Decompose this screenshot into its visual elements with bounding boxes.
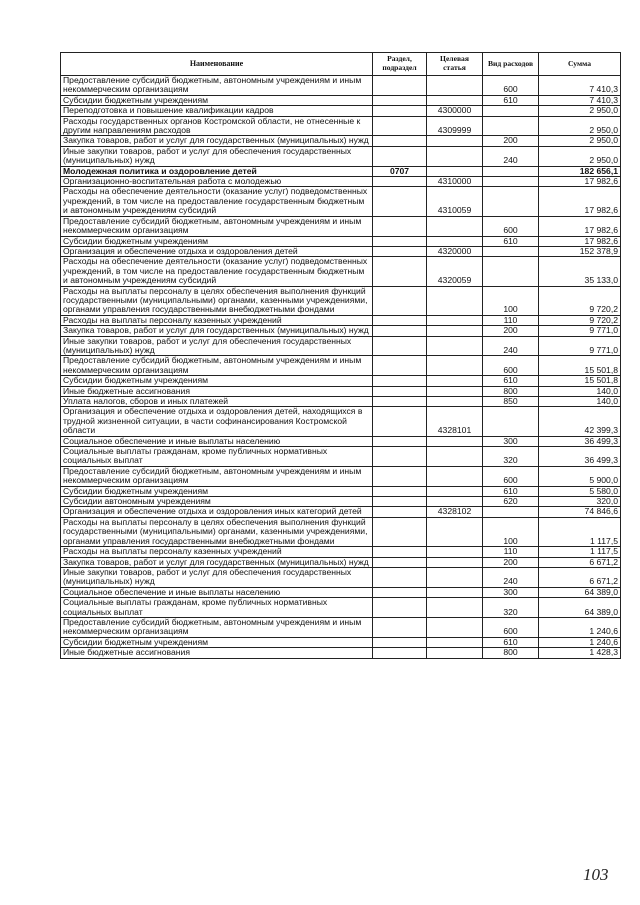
row-section-cell xyxy=(373,466,427,486)
row-type-cell: 600 xyxy=(483,356,539,376)
table-row xyxy=(61,166,621,176)
row-sum-cell: 2 950,0 xyxy=(539,106,621,116)
row-sum-cell: 9 720,2 xyxy=(539,286,621,315)
row-section-cell xyxy=(373,76,427,96)
row-type-cell: 800 xyxy=(483,386,539,396)
row-target-cell xyxy=(427,216,483,236)
row-section-cell xyxy=(373,236,427,246)
row-target-cell xyxy=(427,648,483,658)
table-body xyxy=(61,76,621,659)
row-type-cell: 240 xyxy=(483,336,539,356)
row-name-cell: Организация и обеспечение отдыха и оздоровления детей xyxy=(61,246,373,256)
row-sum-cell: 6 671,2 xyxy=(539,567,621,587)
row-name-cell: Иные закупки товаров, работ и услуг для обеспечения государственных (муниципальных) нужд xyxy=(61,146,373,166)
row-type-cell xyxy=(483,116,539,136)
table-row xyxy=(61,517,621,546)
table-row xyxy=(61,177,621,187)
row-name-cell: Закупка товаров, работ и услуг для государственных (муниципальных) нужд xyxy=(61,557,373,567)
row-type-cell: 600 xyxy=(483,617,539,637)
table-row xyxy=(61,557,621,567)
table-row xyxy=(61,407,621,436)
table-row xyxy=(61,286,621,315)
row-name-cell: Иные закупки товаров, работ и услуг для обеспечения государственных (муниципальных) нужд xyxy=(61,336,373,356)
row-name-cell: Расходы на обеспечение деятельности (оказание услуг) подведомственных учреждений, в том числе на предоставление государственным бюджетным и автономным учреждениям субсидий xyxy=(61,187,373,216)
row-sum-cell: 182 656,1 xyxy=(539,166,621,176)
row-section-cell xyxy=(373,286,427,315)
row-name-cell: Предоставление субсидий бюджетным, автономным учреждениям и иным некоммерческим организациям xyxy=(61,76,373,96)
row-target-cell xyxy=(427,286,483,315)
row-section-cell xyxy=(373,567,427,587)
row-sum-cell: 320,0 xyxy=(539,497,621,507)
row-section-cell xyxy=(373,617,427,637)
row-section-cell xyxy=(373,507,427,517)
row-target-cell: 4310000 xyxy=(427,177,483,187)
row-type-cell xyxy=(483,166,539,176)
row-type-cell: 610 xyxy=(483,95,539,105)
row-name-cell: Социальные выплаты гражданам, кроме публичных нормативных социальных выплат xyxy=(61,447,373,467)
row-type-cell xyxy=(483,246,539,256)
table-row xyxy=(61,466,621,486)
table-row xyxy=(61,116,621,136)
row-section-cell xyxy=(373,486,427,496)
table-row xyxy=(61,386,621,396)
table-header-row xyxy=(61,53,621,76)
table-row xyxy=(61,486,621,496)
row-section-cell xyxy=(373,386,427,396)
row-target-cell: 4320059 xyxy=(427,257,483,286)
row-sum-cell: 17 982,6 xyxy=(539,187,621,216)
row-target-cell xyxy=(427,567,483,587)
row-name-cell: Закупка товаров, работ и услуг для государственных (муниципальных) нужд xyxy=(61,326,373,336)
row-name-cell: Социальное обеспечение и иные выплаты населению xyxy=(61,436,373,446)
row-type-cell: 200 xyxy=(483,136,539,146)
table-row xyxy=(61,507,621,517)
header-type: Вид расходов xyxy=(483,53,539,76)
table-row xyxy=(61,146,621,166)
row-sum-cell: 42 399,3 xyxy=(539,407,621,436)
row-type-cell: 610 xyxy=(483,637,539,647)
row-sum-cell: 15 501,8 xyxy=(539,356,621,376)
row-sum-cell: 9 771,0 xyxy=(539,336,621,356)
row-name-cell: Социальное обеспечение и иные выплаты населению xyxy=(61,587,373,597)
row-name-cell: Иные бюджетные ассигнования xyxy=(61,648,373,658)
row-target-cell xyxy=(427,326,483,336)
row-name-cell: Субсидии бюджетным учреждениям xyxy=(61,95,373,105)
row-sum-cell: 17 982,6 xyxy=(539,236,621,246)
row-target-cell xyxy=(427,466,483,486)
row-target-cell xyxy=(427,397,483,407)
row-section-cell xyxy=(373,106,427,116)
row-name-cell: Субсидии бюджетным учреждениям xyxy=(61,376,373,386)
row-target-cell xyxy=(427,436,483,446)
row-type-cell: 610 xyxy=(483,236,539,246)
row-name-cell: Переподготовка и повышение квалификации кадров xyxy=(61,106,373,116)
row-target-cell: 4328102 xyxy=(427,507,483,517)
table-row xyxy=(61,106,621,116)
row-type-cell: 320 xyxy=(483,598,539,618)
row-section-cell xyxy=(373,598,427,618)
row-section-cell xyxy=(373,547,427,557)
row-name-cell: Субсидии бюджетным учреждениям xyxy=(61,236,373,246)
row-section-cell xyxy=(373,146,427,166)
row-type-cell: 610 xyxy=(483,486,539,496)
row-section-cell xyxy=(373,177,427,187)
table-row xyxy=(61,397,621,407)
table-row xyxy=(61,315,621,325)
header-section: Раздел, подраздел xyxy=(373,53,427,76)
budget-table xyxy=(60,52,621,659)
row-target-cell xyxy=(427,315,483,325)
table-row xyxy=(61,547,621,557)
row-sum-cell: 1 428,3 xyxy=(539,648,621,658)
row-sum-cell: 64 389,0 xyxy=(539,587,621,597)
row-type-cell: 100 xyxy=(483,517,539,546)
table-row xyxy=(61,376,621,386)
row-type-cell: 850 xyxy=(483,397,539,407)
row-section-cell xyxy=(373,407,427,436)
row-sum-cell: 5 580,0 xyxy=(539,486,621,496)
row-target-cell xyxy=(427,166,483,176)
row-target-cell xyxy=(427,447,483,467)
row-target-cell xyxy=(427,587,483,597)
row-sum-cell: 17 982,6 xyxy=(539,216,621,236)
row-name-cell: Организация и обеспечение отдыха и оздоровления иных категорий детей xyxy=(61,507,373,517)
row-sum-cell: 7 410,3 xyxy=(539,95,621,105)
table-row xyxy=(61,587,621,597)
row-target-cell xyxy=(427,236,483,246)
row-type-cell: 610 xyxy=(483,376,539,386)
row-section-cell xyxy=(373,116,427,136)
row-sum-cell: 1 117,5 xyxy=(539,547,621,557)
table-row xyxy=(61,336,621,356)
row-sum-cell: 140,0 xyxy=(539,397,621,407)
row-target-cell: 4310059 xyxy=(427,187,483,216)
row-name-cell: Расходы на выплаты персоналу казенных учреждений xyxy=(61,315,373,325)
row-target-cell xyxy=(427,146,483,166)
table-row xyxy=(61,648,621,658)
row-name-cell: Расходы на выплаты персоналу казенных учреждений xyxy=(61,547,373,557)
row-target-cell xyxy=(427,517,483,546)
row-section-cell xyxy=(373,436,427,446)
header-name: Наименование xyxy=(61,53,373,76)
row-sum-cell: 9 720,2 xyxy=(539,315,621,325)
row-target-cell xyxy=(427,637,483,647)
row-sum-cell: 2 950,0 xyxy=(539,116,621,136)
row-section-cell xyxy=(373,356,427,376)
row-sum-cell: 74 846,6 xyxy=(539,507,621,517)
row-section-cell xyxy=(373,397,427,407)
row-sum-cell: 17 982,6 xyxy=(539,177,621,187)
row-sum-cell: 15 501,8 xyxy=(539,376,621,386)
row-name-cell: Иные закупки товаров, работ и услуг для обеспечения государственных (муниципальных) нужд xyxy=(61,567,373,587)
row-section-cell xyxy=(373,637,427,647)
row-section-cell xyxy=(373,136,427,146)
row-section-cell xyxy=(373,376,427,386)
row-type-cell xyxy=(483,106,539,116)
row-sum-cell: 36 499,3 xyxy=(539,436,621,446)
row-target-cell: 4320000 xyxy=(427,246,483,256)
table-row xyxy=(61,236,621,246)
row-type-cell: 110 xyxy=(483,315,539,325)
table-row xyxy=(61,136,621,146)
row-section-cell xyxy=(373,187,427,216)
row-name-cell: Предоставление субсидий бюджетным, автономным учреждениям и иным некоммерческим организациям xyxy=(61,216,373,236)
row-section-cell xyxy=(373,257,427,286)
row-section-cell xyxy=(373,95,427,105)
row-sum-cell: 36 499,3 xyxy=(539,447,621,467)
table-row xyxy=(61,447,621,467)
row-target-cell xyxy=(427,356,483,376)
row-type-cell xyxy=(483,407,539,436)
row-sum-cell: 1 117,5 xyxy=(539,517,621,546)
row-type-cell: 600 xyxy=(483,216,539,236)
row-target-cell xyxy=(427,386,483,396)
row-type-cell xyxy=(483,187,539,216)
header-target: Целевая статья xyxy=(427,53,483,76)
table-row xyxy=(61,326,621,336)
row-name-cell: Молодежная политика и оздоровление детей xyxy=(61,166,373,176)
row-section-cell xyxy=(373,517,427,546)
table-row xyxy=(61,436,621,446)
row-target-cell: 4309999 xyxy=(427,116,483,136)
row-name-cell: Расходы на выплаты персоналу в целях обеспечения выполнения функций государственными (муниципальными) органами, казенными учреждениями, органами управления государственными внебюджетными фондами xyxy=(61,517,373,546)
table-row xyxy=(61,567,621,587)
row-sum-cell: 152 378,9 xyxy=(539,246,621,256)
row-type-cell: 300 xyxy=(483,436,539,446)
table-row xyxy=(61,257,621,286)
table-row xyxy=(61,356,621,376)
row-name-cell: Закупка товаров, работ и услуг для государственных (муниципальных) нужд xyxy=(61,136,373,146)
row-sum-cell: 2 950,0 xyxy=(539,136,621,146)
row-name-cell: Субсидии бюджетным учреждениям xyxy=(61,637,373,647)
table-row xyxy=(61,637,621,647)
row-target-cell xyxy=(427,376,483,386)
row-target-cell xyxy=(427,76,483,96)
row-type-cell: 600 xyxy=(483,466,539,486)
row-sum-cell: 1 240,6 xyxy=(539,637,621,647)
row-sum-cell: 64 389,0 xyxy=(539,598,621,618)
table-row xyxy=(61,216,621,236)
row-name-cell: Предоставление субсидий бюджетным, автономным учреждениям и иным некоммерческим организациям xyxy=(61,356,373,376)
table-row xyxy=(61,187,621,216)
row-section-cell xyxy=(373,587,427,597)
row-type-cell: 800 xyxy=(483,648,539,658)
row-type-cell: 240 xyxy=(483,146,539,166)
row-sum-cell: 140,0 xyxy=(539,386,621,396)
row-target-cell xyxy=(427,497,483,507)
row-target-cell xyxy=(427,136,483,146)
table-row xyxy=(61,95,621,105)
page-number: 103 xyxy=(583,865,609,884)
row-target-cell xyxy=(427,547,483,557)
row-target-cell: 4300000 xyxy=(427,106,483,116)
row-target-cell xyxy=(427,486,483,496)
row-section-cell xyxy=(373,557,427,567)
row-section-cell xyxy=(373,648,427,658)
table-row xyxy=(61,497,621,507)
row-type-cell: 620 xyxy=(483,497,539,507)
row-section-cell xyxy=(373,497,427,507)
row-type-cell: 200 xyxy=(483,557,539,567)
row-name-cell: Расходы на выплаты персоналу в целях обеспечения выполнения функций государственными (муниципальными) органами, казенными учреждениями, органами управления государственными внебюджетными фондами xyxy=(61,286,373,315)
row-target-cell: 4328101 xyxy=(427,407,483,436)
row-name-cell: Социальные выплаты гражданам, кроме публичных нормативных социальных выплат xyxy=(61,598,373,618)
row-target-cell xyxy=(427,336,483,356)
row-name-cell: Субсидии автономным учреждениям xyxy=(61,497,373,507)
row-type-cell: 200 xyxy=(483,326,539,336)
row-sum-cell: 9 771,0 xyxy=(539,326,621,336)
row-type-cell: 110 xyxy=(483,547,539,557)
table-row xyxy=(61,598,621,618)
header-sum: Сумма xyxy=(539,53,621,76)
row-sum-cell: 6 671,2 xyxy=(539,557,621,567)
table-row xyxy=(61,617,621,637)
row-target-cell xyxy=(427,95,483,105)
row-name-cell: Предоставление субсидий бюджетным, автономным учреждениям и иным некоммерческим организациям xyxy=(61,617,373,637)
row-sum-cell: 1 240,6 xyxy=(539,617,621,637)
row-name-cell: Предоставление субсидий бюджетным, автономным учреждениям и иным некоммерческим организациям xyxy=(61,466,373,486)
row-name-cell: Расходы на обеспечение деятельности (оказание услуг) подведомственных учреждений, в том числе на предоставление государственным бюджетным и автономным учреждениям субсидий xyxy=(61,257,373,286)
row-name-cell: Расходы государственных органов Костромской области, не отнесенные к другим направлениям расходов xyxy=(61,116,373,136)
row-sum-cell: 2 950,0 xyxy=(539,146,621,166)
row-section-cell xyxy=(373,216,427,236)
row-section-cell xyxy=(373,315,427,325)
row-sum-cell: 5 900,0 xyxy=(539,466,621,486)
row-type-cell: 600 xyxy=(483,76,539,96)
row-name-cell: Организационно-воспитательная работа с молодежью xyxy=(61,177,373,187)
row-name-cell: Организация и обеспечение отдыха и оздоровления детей, находящихся в трудной жизненной ситуации, в части софинансирования Костромской области xyxy=(61,407,373,436)
table-row xyxy=(61,76,621,96)
row-target-cell xyxy=(427,598,483,618)
row-type-cell: 100 xyxy=(483,286,539,315)
row-type-cell: 320 xyxy=(483,447,539,467)
row-type-cell xyxy=(483,507,539,517)
row-type-cell: 240 xyxy=(483,567,539,587)
row-section-cell: 0707 xyxy=(373,166,427,176)
row-type-cell xyxy=(483,257,539,286)
row-section-cell xyxy=(373,326,427,336)
row-name-cell: Уплата налогов, сборов и иных платежей xyxy=(61,397,373,407)
row-type-cell xyxy=(483,177,539,187)
row-sum-cell: 35 133,0 xyxy=(539,257,621,286)
row-section-cell xyxy=(373,447,427,467)
row-name-cell: Субсидии бюджетным учреждениям xyxy=(61,486,373,496)
row-target-cell xyxy=(427,557,483,567)
row-name-cell: Иные бюджетные ассигнования xyxy=(61,386,373,396)
row-section-cell xyxy=(373,246,427,256)
row-sum-cell: 7 410,3 xyxy=(539,76,621,96)
row-section-cell xyxy=(373,336,427,356)
row-type-cell: 300 xyxy=(483,587,539,597)
row-target-cell xyxy=(427,617,483,637)
table-row xyxy=(61,246,621,256)
